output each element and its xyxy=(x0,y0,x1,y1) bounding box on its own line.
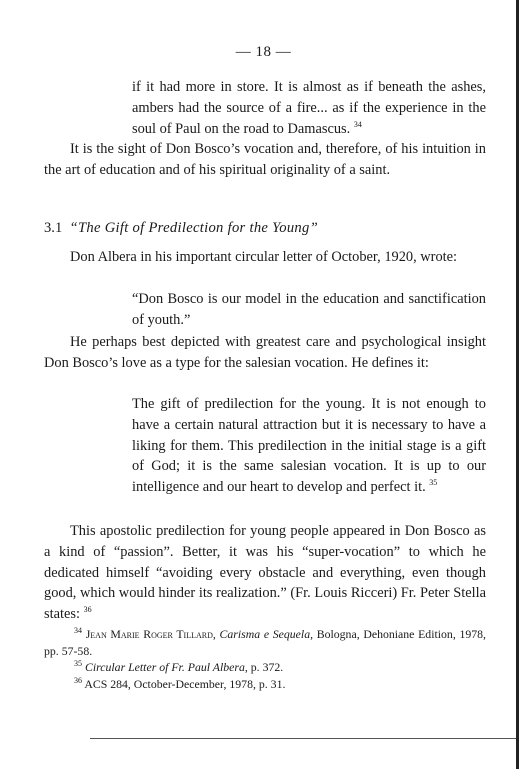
quote-continued xyxy=(132,77,486,139)
paragraph-albera-intro: Don Albera in his important circular letter of October, 1920, wrote: xyxy=(70,249,458,265)
footnote-ref-34: 34 xyxy=(353,119,362,129)
footnote-author: Jean Marie Roger Tillard xyxy=(85,627,213,641)
footnote-rest: ACS 284, October-December, 1978, p. 31. xyxy=(84,676,286,691)
page-edge-right xyxy=(516,0,519,769)
section-heading xyxy=(44,218,318,238)
footnote-title: Carisma e Sequela xyxy=(219,627,311,641)
footnote-rest: , Bologna, Dehoniane Edition, 1978, pp. 57-58. xyxy=(44,627,486,658)
footnote-rest: , p. 372. xyxy=(244,660,284,674)
paragraph-apostolic xyxy=(44,521,486,625)
quote-gift xyxy=(132,394,486,498)
footnote-36 xyxy=(44,676,486,693)
footnote-35 xyxy=(44,659,486,676)
paragraph-apostolic-text: This apostolic predilection for young people appeared in Don Bosco as a kind of “passion”. Better, it was his “super-vocation” to which he dedicated himself “avoiding every obstacle and everything, even though good, which would hinder its realization.” (Fr. Louis Ricceri) Fr. Peter Stella states: xyxy=(44,523,486,623)
footnote-title: Circular Letter of Fr. Paul Albera xyxy=(84,660,245,674)
footnote-mark: 35 xyxy=(74,659,82,669)
quote-continued-text: if it had more in store. It is almost as if beneath the ashes, ambers had the source of a fire... as if the experience in the soul of Paul on the road to Damascus. xyxy=(132,79,486,137)
footnote-ref-35: 35 xyxy=(429,478,438,488)
footnote-ref-36: 36 xyxy=(83,605,92,615)
paragraph-sight: It is the sight of Don Bosco’s vocation and, therefore, of his intuition in the art of education and of his spiritual originality of a saint. xyxy=(44,141,486,178)
page-edge-bottom xyxy=(90,738,516,739)
section-number: 3.1 xyxy=(44,220,63,236)
quote-albera: “Don Bosco is our model in the education and sanctification of youth.” xyxy=(132,291,486,328)
footnote-34: $^{34}$ Jean Marie Roger Tillard, Carisma e Sequela, Bologna, Dehoniane Edition, 1978, pp. 57-58. xyxy=(44,626,486,658)
section-title: “The Gift of Predilection for the Young” xyxy=(69,220,319,236)
footnote-mark: 34 xyxy=(74,626,82,636)
page-number: — 18 — xyxy=(235,44,292,60)
footnote-mark: 36 xyxy=(74,675,82,685)
footnotes xyxy=(44,626,486,692)
quote-gift-text: The gift of predilection for the young. It is not enough to have a certain natural attraction but it is necessary to have a liking for them. This predilection in the initial stage is a gift of God; it is the same salesian vocation. It is up to our intelligence and our heart to develop and perfect it. xyxy=(132,396,486,496)
paragraph-depicted: He perhaps best depicted with greatest care and psychological insight Don Bosco’s love as a type for the salesian vocation. He defines it: xyxy=(44,334,486,371)
